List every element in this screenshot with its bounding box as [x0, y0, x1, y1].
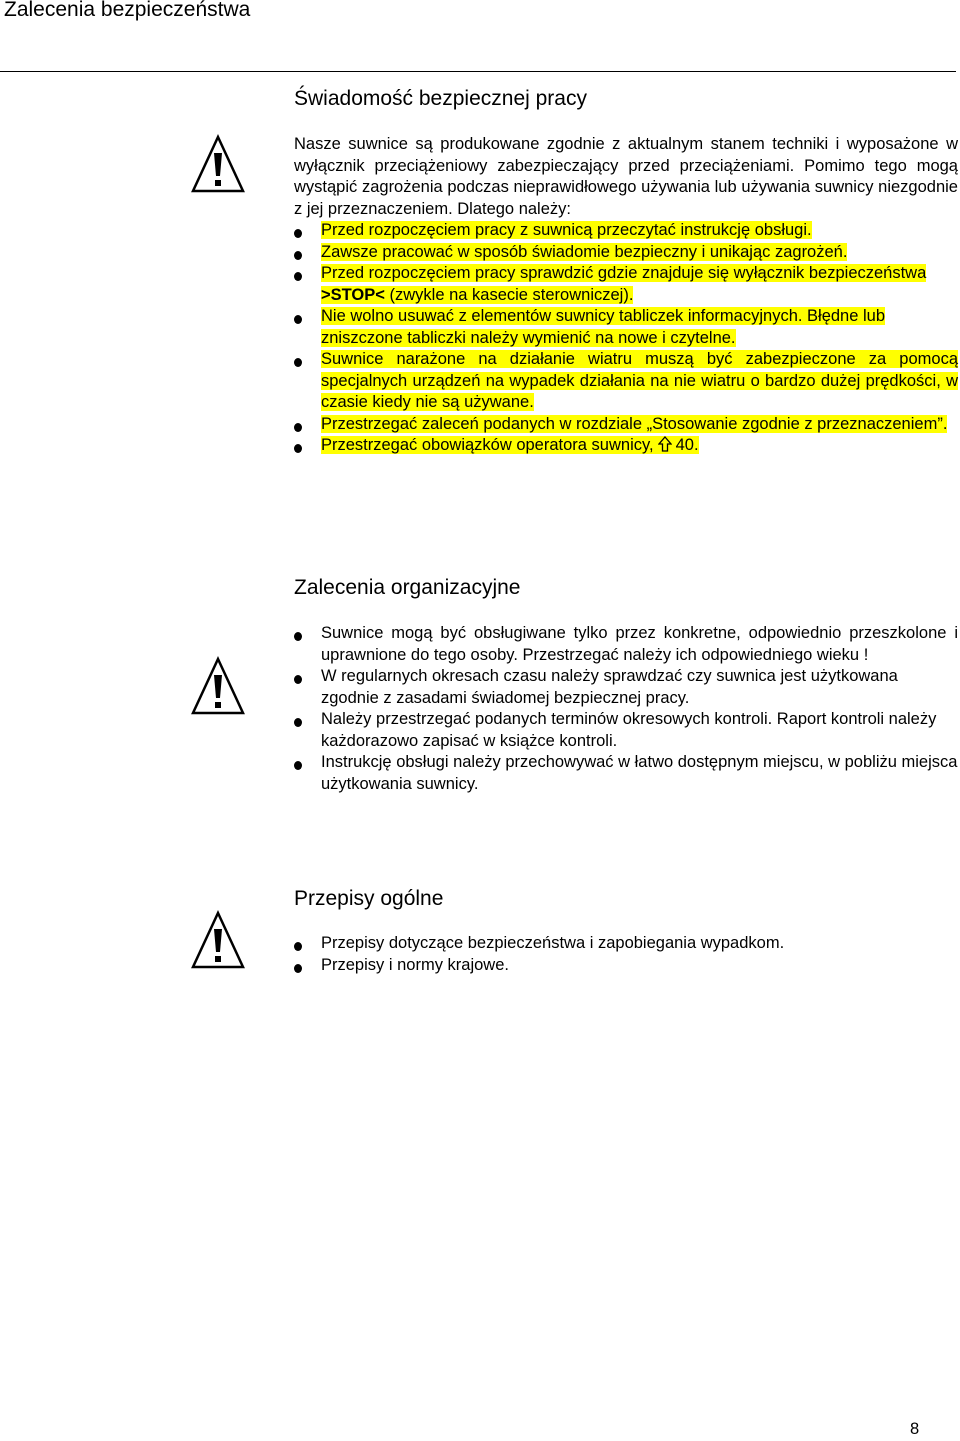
awareness-list: [294, 220, 958, 457]
list-item: [294, 955, 958, 977]
list-item-text: Przestrzegać zaleceń podanych w rozdziale „Stosowanie zgodnie z przeznaczeniem”.: [321, 414, 948, 433]
awareness-intro: Nasze suwnice są produkowane zgodnie z aktualnym stanem techniki i wyposażone w wyłącznik przeciążeniowy zabezpieczający przed przeciążeniami. Pomimo tego mogą wystąpić zagrożenia podczas nieprawidłowego używania lub używania suwnicy niezgodnie z jej przeznaczeniem. Dlatego należy:: [294, 135, 958, 218]
list-item: [294, 666, 958, 709]
bullet-icon: [294, 942, 302, 951]
list-item-text-stop: Przed rozpoczęciem pracy sprawdzić gdzie znajduje się wyłącznik bezpieczeństwa >STOP< (zwykle na kasecie sterowniczej).: [321, 264, 927, 304]
list-item: [294, 263, 958, 306]
bullet-icon: [294, 964, 302, 973]
list-item-text: Zawsze pracować w sposób świadomie bezpieczny i unikając zagrożeń.: [321, 242, 848, 261]
bullet-icon: [294, 251, 302, 260]
list-item: [294, 709, 958, 752]
bullet-icon: [294, 675, 302, 684]
list-item-text: Należy przestrzegać podanych terminów okresowych kontroli. Raport kontroli należy każdorazowo zapisać w książce kontroli.: [321, 710, 937, 750]
bullet-icon: [294, 315, 302, 324]
list-item-text: Przepisy dotyczące bezpieczeństwa i zapobiegania wypadkom.: [321, 934, 785, 952]
list-item-text: Przepisy i normy krajowe.: [321, 955, 509, 974]
list-item: [294, 435, 958, 457]
list-item: [294, 623, 958, 666]
list-item-text: Suwnice narażone na działanie wiatru muszą być zabezpieczone za pomocą specjalnych urządzeń na wypadek działania na nie wiatru o bardzo dużej prędkości, w czasie kiedy nie są używane.: [321, 350, 958, 411]
warning-triangle-icon: [190, 910, 246, 970]
list-item: [294, 242, 958, 264]
bullet-icon: [294, 632, 302, 641]
bullet-icon: [294, 229, 302, 238]
general-list: [294, 933, 958, 976]
list-item-text: Suwnice mogą być obsługiwane tylko przez konkretne, odpowiednio przeszkolone i uprawnione do tego osoby. Przestrzegać należy ich odpowiedniego wieku !: [321, 624, 958, 664]
stop-keyword: >STOP<: [321, 285, 385, 304]
warning-triangle-icon: [190, 656, 246, 716]
list-item-text: W regularnych okresach czasu należy sprawdzać czy suwnica jest użytkowana zgodnie z zasadami świadomej bezpiecznej pracy.: [321, 667, 898, 707]
bullet-icon: [294, 272, 302, 281]
bullet-icon: [294, 761, 302, 770]
list-item: [294, 306, 958, 349]
list-item: [294, 933, 958, 955]
section-title-organizational: Zalecenia organizacyjne: [294, 576, 521, 599]
list-item: [294, 414, 958, 436]
list-item-text: Nie wolno usuwać z elementów suwnicy tabliczek informacyjnych. Błędne lub zniszczone tabliczki należy wymienić na nowe i czytelne.: [321, 307, 886, 347]
bullet-icon: [294, 358, 302, 367]
list-item: [294, 752, 958, 795]
organizational-list: [294, 623, 958, 795]
organizational-content: [294, 623, 958, 795]
general-content: [294, 933, 958, 976]
page-header-title: Zalecenia bezpieczeństwa: [4, 0, 251, 21]
warning-triangle-icon: [190, 134, 246, 194]
list-item: [294, 349, 958, 414]
arrow-up-outline-icon: [658, 436, 672, 452]
page-number: 8: [910, 1420, 920, 1438]
bullet-icon: [294, 444, 302, 453]
list-item-text: Instrukcję obsługi należy przechowywać w łatwo dostępnym miejscu, w pobliżu miejsca użytkowania suwnicy.: [321, 753, 958, 793]
header-divider: [0, 71, 956, 72]
list-item-text: Przed rozpoczęciem pracy z suwnicą przeczytać instrukcję obsługi.: [321, 221, 812, 239]
bullet-icon: [294, 423, 302, 432]
section-title-awareness: Świadomość bezpiecznej pracy: [294, 87, 587, 110]
section-title-general: Przepisy ogólne: [294, 887, 444, 910]
bullet-icon: [294, 718, 302, 727]
list-item: [294, 220, 958, 242]
list-item-text-duties: Przestrzegać obowiązków operatora suwnicy, 40.: [321, 436, 699, 454]
awareness-content: [294, 134, 958, 457]
